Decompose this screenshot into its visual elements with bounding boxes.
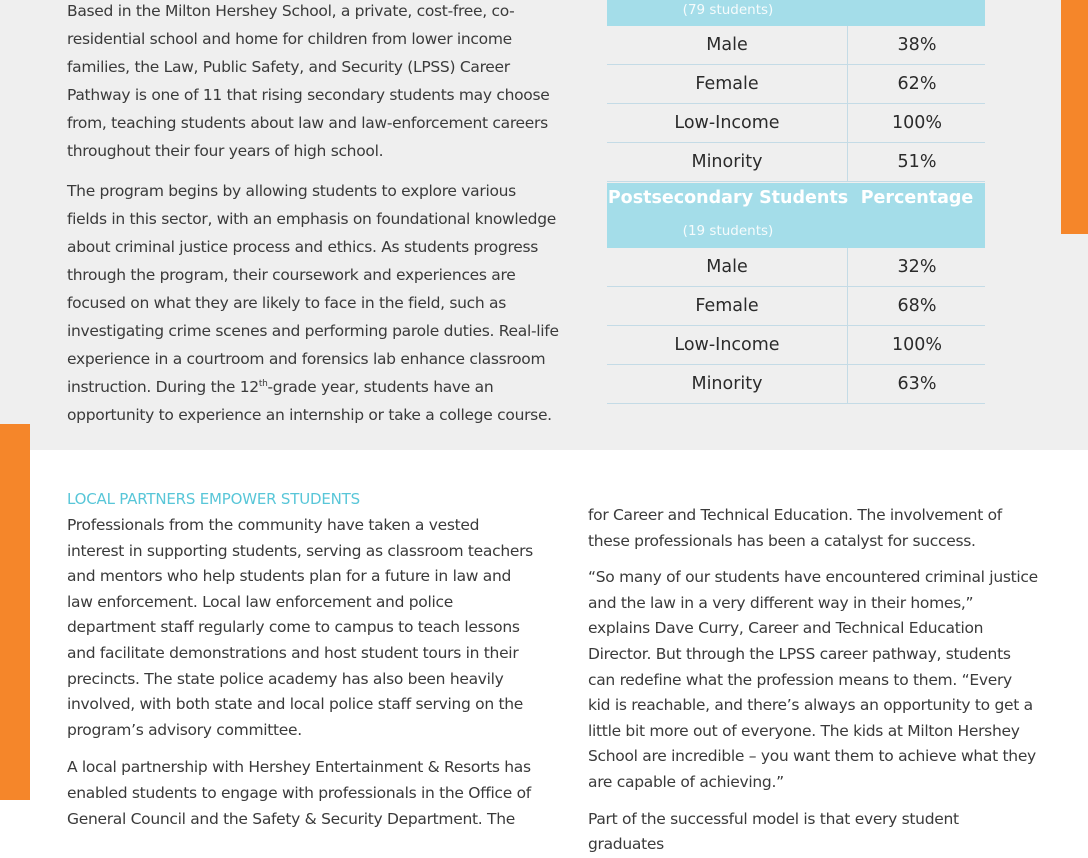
percentage-header-label: Percentage bbox=[860, 188, 974, 208]
row-value: 38% bbox=[897, 35, 937, 55]
row-value: 32% bbox=[897, 257, 937, 277]
row-label: Low-Income bbox=[607, 326, 848, 364]
postsecondary-count-label: (19 students) bbox=[682, 223, 774, 239]
partners-right-column bbox=[588, 503, 1038, 858]
table-row bbox=[607, 143, 985, 182]
row-label: Minority bbox=[607, 143, 848, 181]
right-paragraph-1: for Career and Technical Education. The involvement of these professionals has been a catalyst for success. bbox=[588, 506, 1002, 550]
orange-accent-bar-left bbox=[0, 424, 30, 800]
table-row bbox=[607, 65, 985, 104]
row-label: Female bbox=[607, 65, 848, 103]
table-row bbox=[607, 104, 985, 143]
intro-paragraph-2-part-b: -grade year, students have an opportunity to experience an internship or take a college course. bbox=[67, 378, 552, 424]
row-value: 100% bbox=[891, 335, 943, 355]
row-label: Minority bbox=[607, 365, 848, 403]
row-value: 51% bbox=[897, 152, 937, 172]
intro-paragraph-2-part-a: The program begins by allowing students to explore various fields in this sector, with an emphasis on foundational knowledge about criminal justice process and ethics. As students progress through the program, their coursework and experiences are focused on what they are likely to face in the field, such as investigating crime scenes and performing parole duties. Real-life experience in a courtroom and forensics lab enhance classroom instruction. During the 12 bbox=[67, 182, 559, 396]
intro-text bbox=[67, 0, 559, 429]
row-label: Male bbox=[607, 248, 848, 286]
table-row bbox=[607, 26, 985, 65]
row-value: 68% bbox=[897, 296, 937, 316]
row-value: 100% bbox=[891, 113, 943, 133]
table-row bbox=[607, 326, 985, 365]
partners-paragraph-2: A local partnership with Hershey Entertainment & Resorts has enabled students to engage with professionals in the Office of General Council and the Safety & Security Department. The bbox=[67, 758, 531, 828]
intro-paragraph-1: Based in the Milton Hershey School, a private, cost-free, co-residential school and home for children from lower income families, the Law, Public Safety, and Security (LPSS) Career Pathway is one of 11 that rising secondary students may choose from, teaching students about law and law-enforcement careers throughout their four years of high school. bbox=[67, 2, 550, 160]
row-value: 62% bbox=[897, 74, 937, 94]
right-paragraph-3: Part of the successful model is that every student graduates bbox=[588, 809, 959, 854]
secondary-header bbox=[607, 0, 985, 26]
postsecondary-header-label: Postsecondary Students bbox=[607, 188, 849, 208]
partners-left-column bbox=[67, 513, 537, 832]
orange-accent-bar-right bbox=[1061, 0, 1088, 234]
row-value: 63% bbox=[897, 374, 937, 394]
intro-paragraph-2 bbox=[67, 177, 559, 429]
table-row bbox=[607, 248, 985, 287]
section-title: LOCAL PARTNERS EMPOWER STUDENTS bbox=[67, 490, 360, 508]
partners-paragraph-1: Professionals from the community have taken a vested interest in supporting students, serving as classroom teachers and mentors who help students plan for a future in law and law enforcement. Local law enforcement and police department staff regularly come to campus to teach lessons and facilitate demonstrations and host student tours in their precincts. The state police academy has also been heavily involved, with both state and local police staff serving on the program’s advisory committee. bbox=[67, 516, 533, 739]
row-label: Low-Income bbox=[607, 104, 848, 142]
secondary-count-label: (79 students) bbox=[682, 2, 774, 18]
ordinal-suffix: th bbox=[258, 378, 268, 389]
table-row bbox=[607, 365, 985, 404]
postsecondary-header bbox=[607, 183, 985, 248]
row-label: Female bbox=[607, 287, 848, 325]
right-paragraph-2: “So many of our students have encountered criminal justice and the law in a very different way in their homes,” explains Dave Curry, Career and Technical Education Director. But through the LPSS career pathway, students can redefine what the profession means to them. “Every kid is reachable, and there’s always an opportunity to get a little bit more out of everyone. The kids at Milton Hershey School are incredible – you want them to achieve what they are capable of achieving.” bbox=[588, 568, 1038, 791]
row-label: Male bbox=[607, 26, 848, 64]
table-row bbox=[607, 287, 985, 326]
